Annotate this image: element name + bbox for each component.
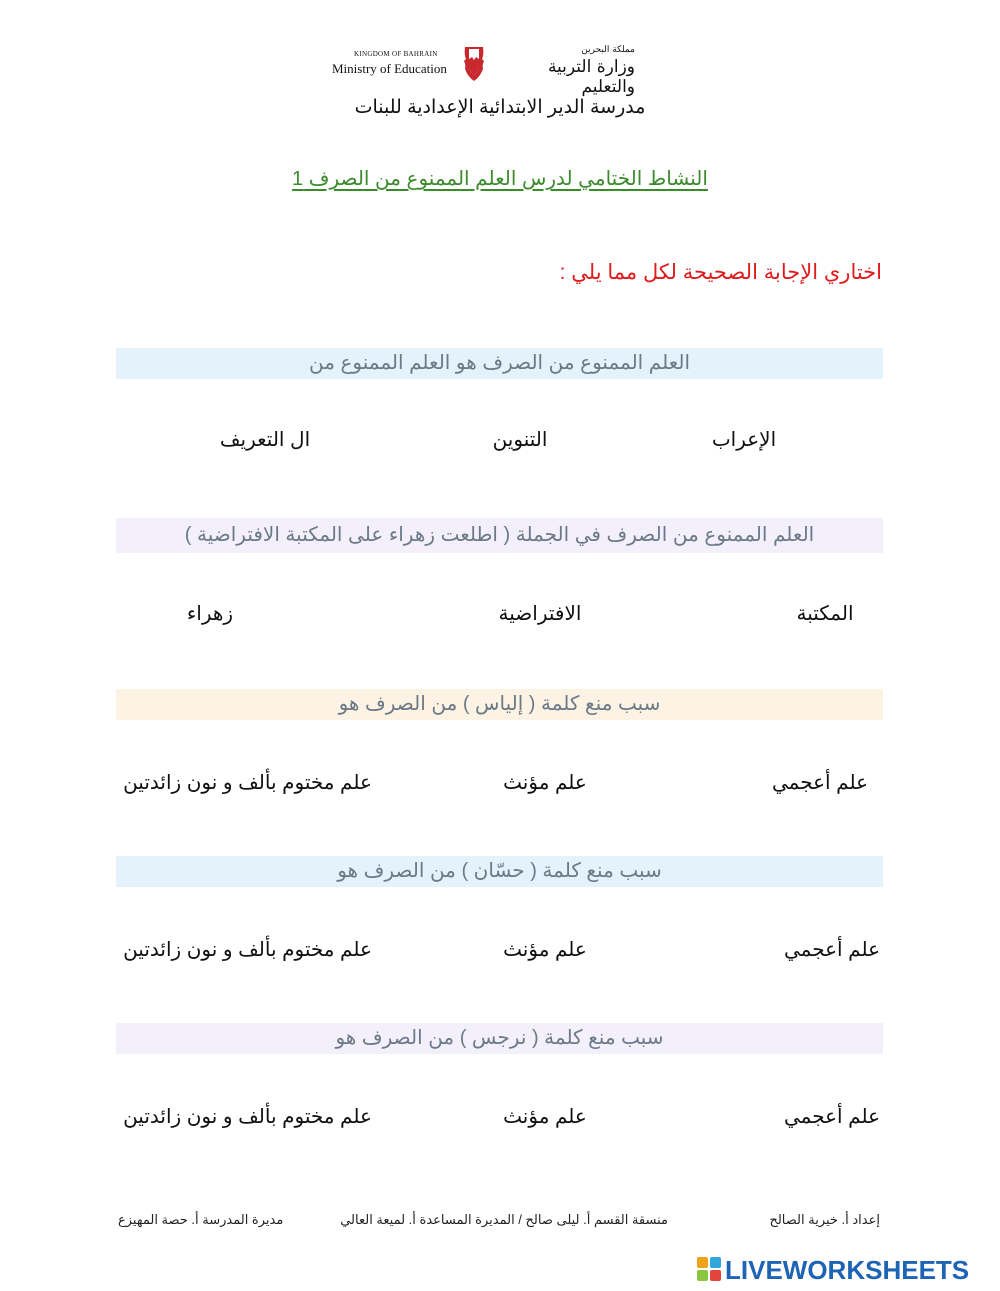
question-1-text: العلم الممنوع من الصرف هو العلم الممنوع من — [308, 352, 691, 374]
question-2-option-1[interactable]: المكتبة — [796, 603, 854, 625]
question-1-option-2[interactable]: التنوين — [492, 429, 548, 451]
question-4-text: سبب منع كلمة ( حسّان ) من الصرف هو — [337, 860, 662, 882]
footer-principal: مديرة المدرسة أ. حصة المهيزع — [118, 1212, 284, 1227]
question-3 — [116, 689, 883, 720]
footer-coordinators: منسقة القسم أ. ليلى صالح / المديرة المساعدة أ. لميعة العالي — [340, 1212, 668, 1227]
question-5-text: سبب منع كلمة ( نرجس ) من الصرف هو — [335, 1027, 664, 1049]
question-5-option-2[interactable]: علم مؤنث — [503, 1106, 587, 1128]
question-2-text: العلم الممنوع من الصرف في الجملة ( اطلعت زهراء على المكتبة الافتراضية ) — [184, 524, 815, 546]
question-3-text: سبب منع كلمة ( إلياس ) من الصرف هو — [338, 693, 661, 715]
ministry-label-ar: وزارة التربية والتعليم — [547, 57, 635, 97]
ministry-logo-english — [332, 50, 457, 77]
footer-prepared-by: إعداد أ. خيرية الصالح — [769, 1212, 880, 1227]
kingdom-label-ar: مملكة البحرين — [581, 45, 635, 55]
kingdom-label: KINGDOM OF BAHRAIN — [354, 50, 438, 58]
question-3-option-2[interactable]: علم مؤنث — [503, 772, 587, 794]
question-4-option-2[interactable]: علم مؤنث — [503, 939, 587, 961]
ministry-label: Ministry of Education — [332, 61, 447, 76]
liveworksheets-text: LIVEWORKSHEETS — [725, 1255, 970, 1285]
question-4-option-3[interactable]: علم مختوم بألف و نون زائدتين — [123, 939, 372, 961]
question-2-option-2[interactable]: الافتراضية — [498, 603, 582, 625]
question-1 — [116, 348, 883, 379]
school-name: مدرسة الدير الابتدائية الإعدادية للبنات — [354, 97, 646, 118]
question-2 — [116, 518, 883, 553]
question-5 — [116, 1023, 883, 1054]
question-4 — [116, 856, 883, 887]
worksheet-title: النشاط الختامي لدرس العلم الممنوع من الصرف 1 — [292, 168, 708, 190]
liveworksheets-logo-icon — [697, 1257, 721, 1281]
question-1-option-3[interactable]: ال التعريف — [219, 429, 311, 451]
question-5-option-3[interactable]: علم مختوم بألف و نون زائدتين — [123, 1106, 372, 1128]
instruction-text: اختاري الإجابة الصحيحة لكل مما يلي : — [559, 261, 882, 284]
question-3-option-1[interactable]: علم أعجمي — [771, 772, 869, 794]
question-2-option-3[interactable]: زهراء — [186, 603, 234, 625]
question-4-option-1[interactable]: علم أعجمي — [783, 939, 881, 961]
bahrain-crest-icon — [462, 45, 486, 83]
question-1-option-1[interactable]: الإعراب — [711, 429, 777, 451]
question-3-option-3[interactable]: علم مختوم بألف و نون زائدتين — [123, 772, 372, 794]
question-5-option-1[interactable]: علم أعجمي — [783, 1106, 881, 1128]
ministry-logo-arabic — [505, 45, 635, 97]
